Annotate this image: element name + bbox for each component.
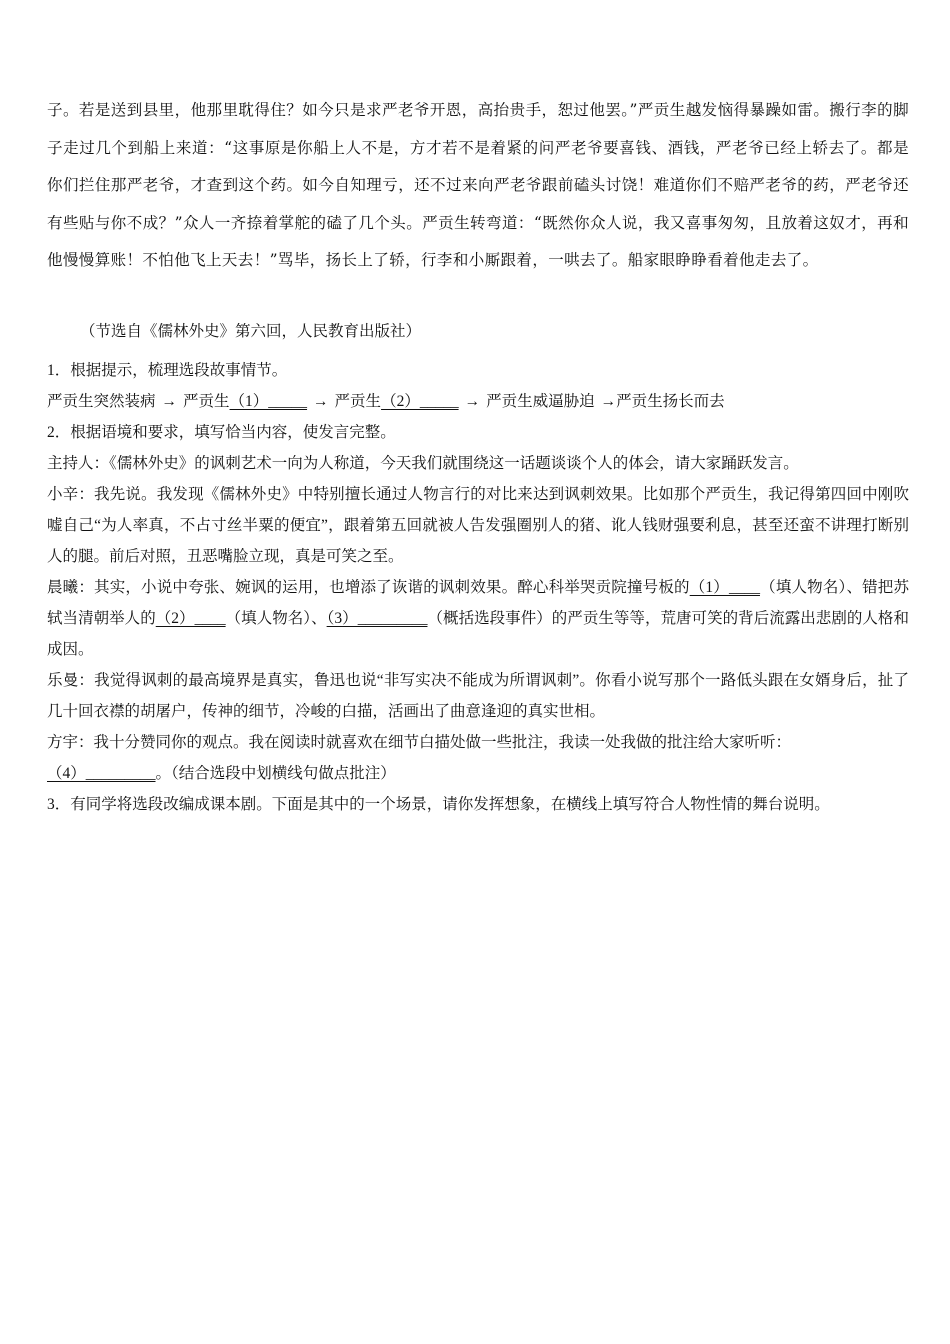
arrow-icon: →: [464, 393, 481, 410]
passage-text: 子。若是送到县里，他那里耽得住？如今只是求严老爷开恩，高抬贵手，恕过他罢。”严贡生越发恼得暴躁如雷。搬行李的脚子走过几个到船上来道：“这事原是你船上人不是，方才若不是着紧的问严老爷要喜钱、酒钱，严老爷已经上轿去了。都是你们拦住那严老爷，才查到这个药。如今自知理亏，还不过来向严老爷跟前磕头讨饶！难道你们不赔严老爷的药，严老爷还有些贴与你不成？”众人一齐捺着掌舵的磕了几个头。严贡生转弯道：“既然你众人说，我又喜事匆匆，且放着这奴才，再和他慢慢算账！不怕他飞上天去！”骂毕，扬长上了轿，行李和小厮跟着，一哄去了。船家眼睁睁看着他走去了。: [47, 101, 909, 270]
plot-step-1: 严贡生突然装病: [47, 393, 156, 410]
q2-fangyu-speech: 方宇：我十分赞同你的观点。我在阅读时就喜欢在细节白描处做一些批注，我读一处我做的批注给大家听听：: [47, 734, 792, 751]
q1-blank-2[interactable]: （2）_____: [381, 393, 459, 410]
q2-leman-speech: 乐曼：我觉得讽刺的最高境界是真实，鲁迅也说“非写实决不能成为所谓讽刺”。你看小说写那个一路低头跟在女婿身后，扯了几十回衣襟的胡屠户，传神的细节，冷峻的白描，活画出了曲意逢迎的真实世相。: [47, 672, 909, 720]
q2-chenxi-speech: [47, 572, 909, 665]
arrow-icon: →: [161, 393, 178, 410]
q1-plot-flow: [47, 386, 909, 417]
q2-blank-4[interactable]: （4）_________: [47, 765, 156, 782]
questions-section: [47, 355, 909, 820]
q2-blank-1[interactable]: （1）____: [689, 579, 760, 596]
q2-blank-3[interactable]: （3）_________: [326, 610, 428, 627]
q2-host-speech: 主持人：《儒林外史》的讽刺艺术一向为人称道，今天我们就围绕这一话题谈谈个人的体会，请大家踊跃发言。: [47, 455, 799, 472]
q3-prompt: 3．有同学将选段改编成课本剧。下面是其中的一个场景，请你发挥想象，在横线上填写符合人物性情的舞台说明。: [47, 796, 830, 813]
arrow-icon: →: [313, 393, 329, 410]
plot-step-4: 严贡生威逼胁迫: [486, 393, 595, 410]
q2-xiaoxin-speech: 小辛：我先说。我发现《儒林外史》中特别擅长通过人物言行的对比来达到讽刺效果。比如那个严贡生，我记得第四回中刚吹嘘自己“为人率真，不占寸丝半粟的便宜”，跟着第五回就被人告发强圈别人的猪、讹人钱财强要利息，甚至还蛮不讲理打断别人的腿。前后对照，丑恶嘴脸立现，真是可笑之至。: [47, 486, 909, 565]
chenxi-text-d: （概括选段事件）的严贡生等等，荒唐可笑的背后流露出悲剧的人格和成因。: [47, 610, 909, 658]
q1-prompt: 1．根据提示，梳理选段故事情节。: [47, 362, 288, 379]
plot-step-5: →严贡生扬长而去: [600, 393, 725, 410]
q2-prompt: 2．根据语境和要求，填写恰当内容，使发言完整。: [47, 424, 396, 441]
fangyu-note: 。（结合选段中划横线句做点批注）: [155, 765, 396, 782]
q2-blank-2[interactable]: （2）____: [155, 610, 226, 627]
q1-blank-1[interactable]: （1）_____: [229, 393, 308, 410]
source-citation: （节选自《儒林外史》第六回，人民教育出版社）: [80, 322, 422, 340]
plot-step-2-prefix: 严贡生: [183, 393, 230, 410]
plot-step-3-prefix: 严贡生: [334, 393, 382, 410]
chenxi-text-b: （填人物名）、错把苏轼当清朝举人的: [47, 579, 909, 627]
passage-excerpt: [47, 92, 909, 280]
q2-fangyu-annotation: [47, 758, 909, 789]
chenxi-text-a: 晨曦：其实，小说中夸张、婉讽的运用，也增添了诙谐的讽刺效果。醉心科举哭贡院撞号板的: [47, 579, 690, 596]
chenxi-text-c: （填人物名）、: [225, 610, 327, 627]
